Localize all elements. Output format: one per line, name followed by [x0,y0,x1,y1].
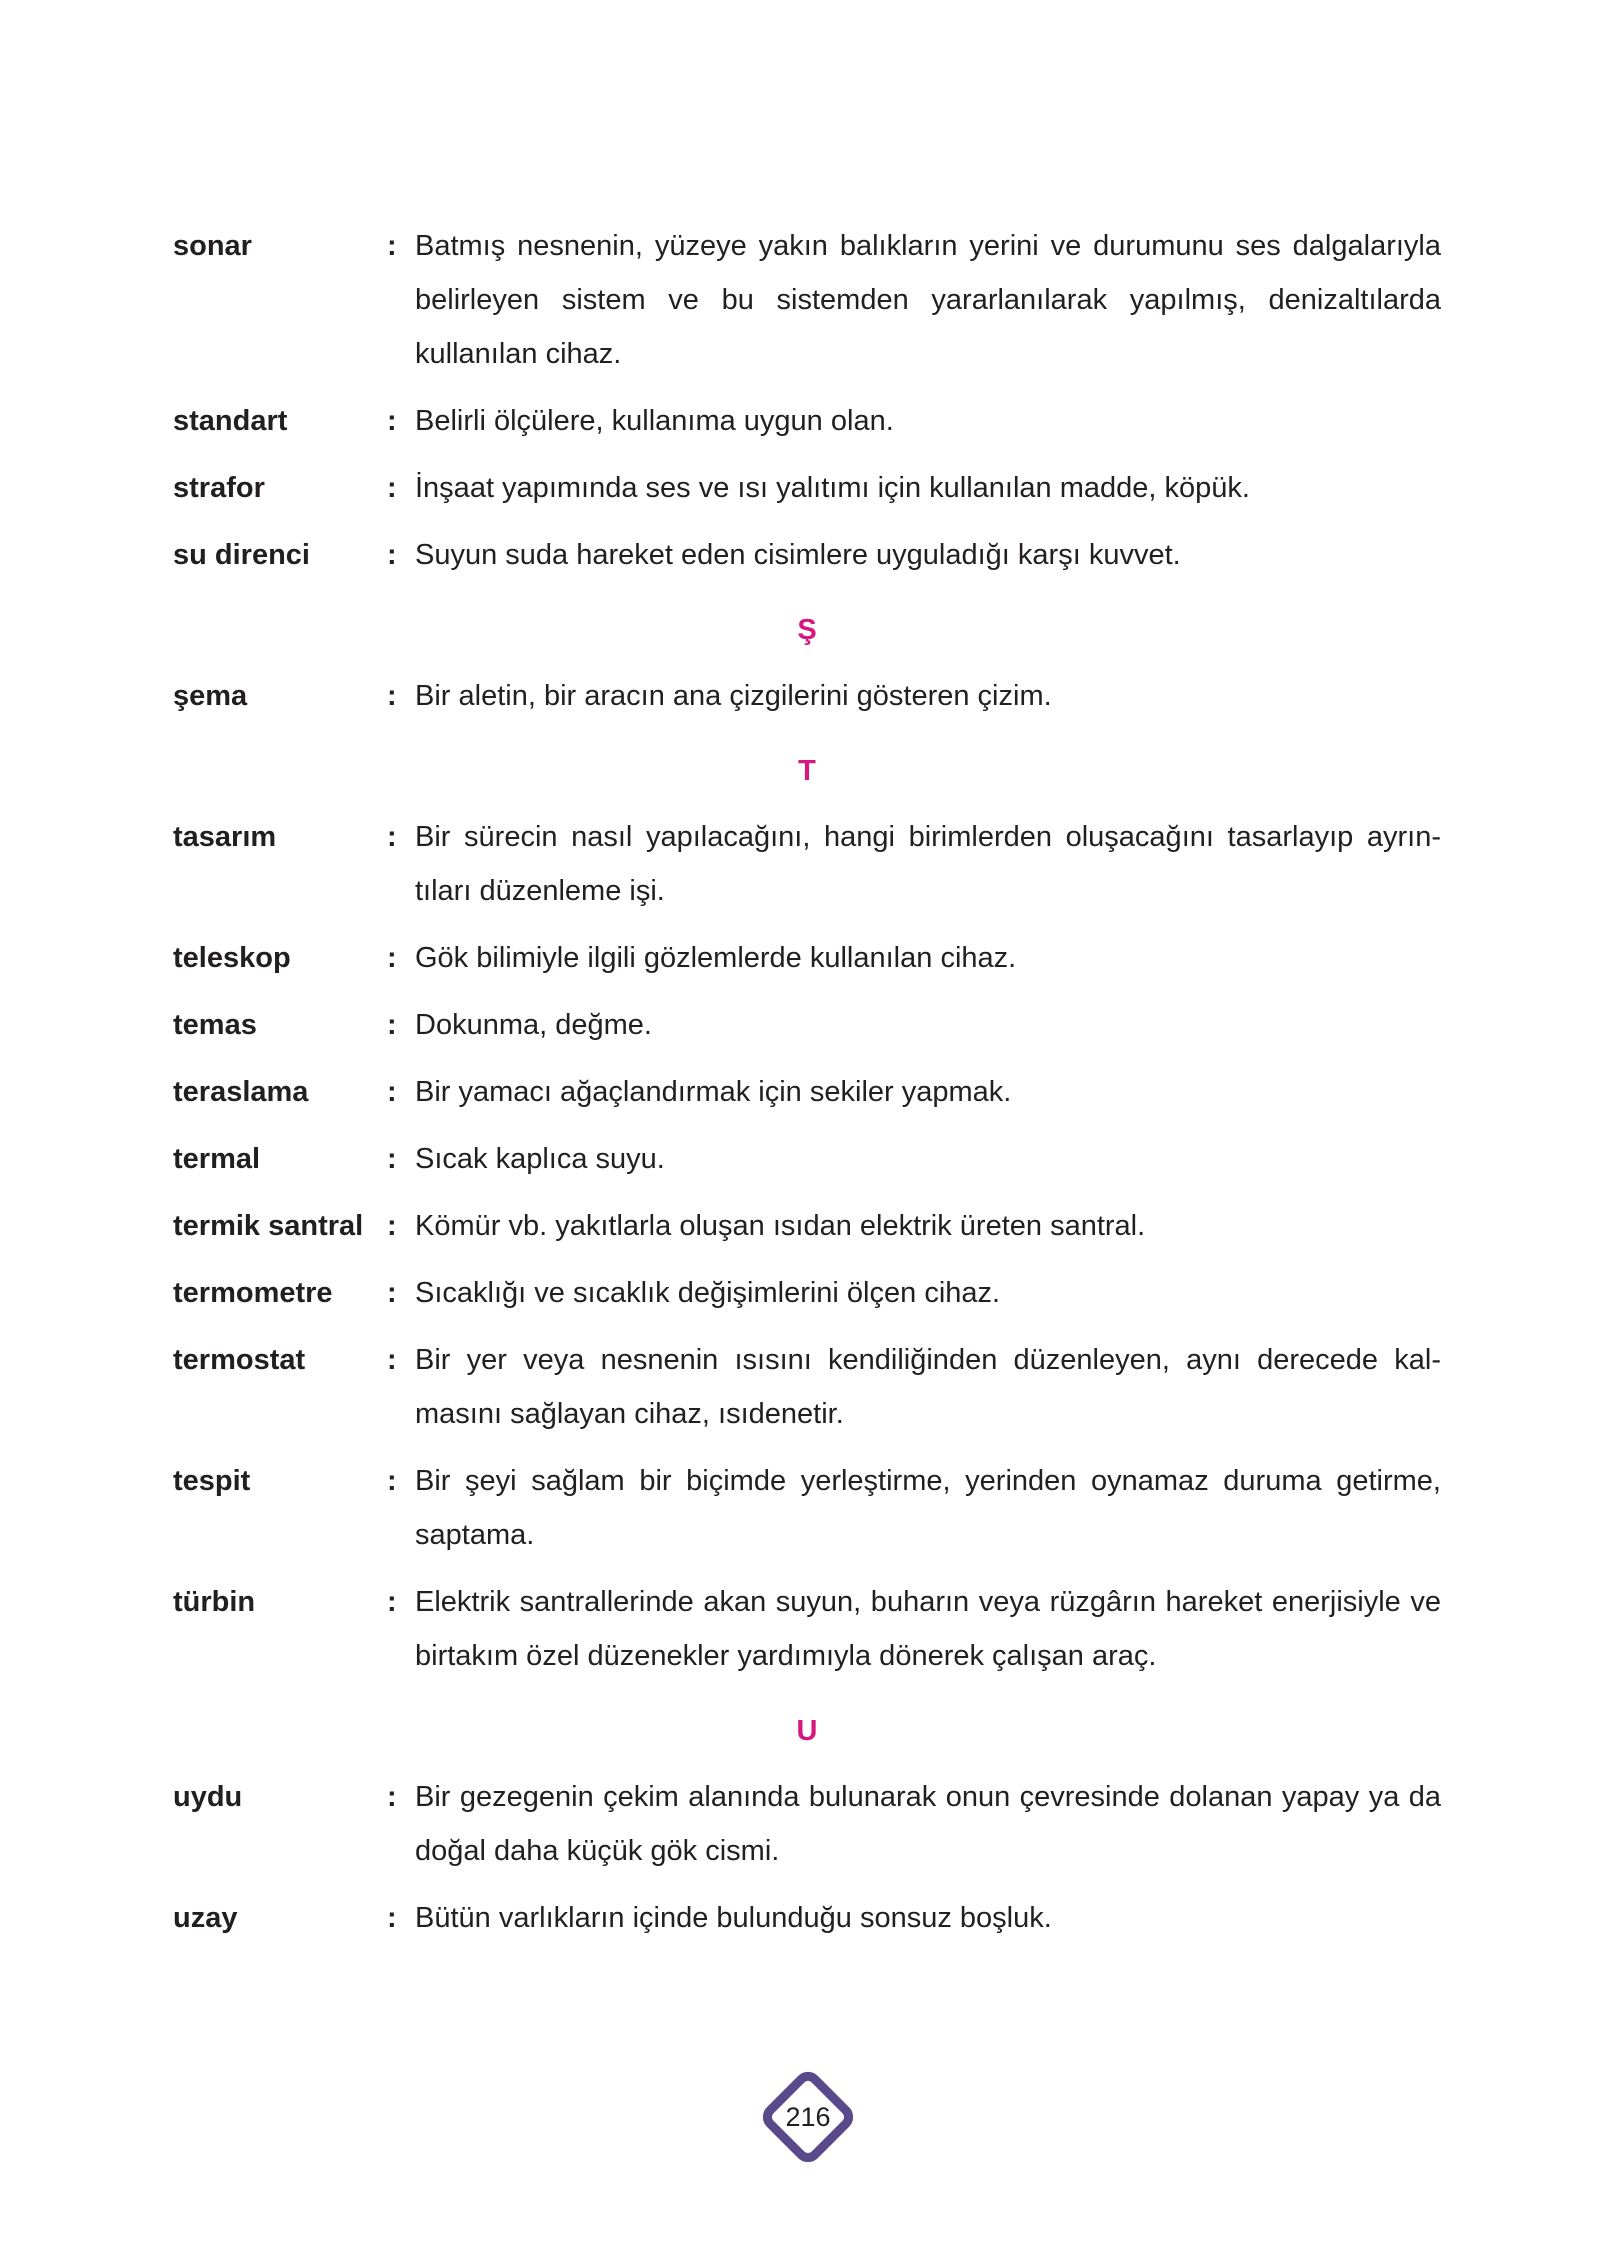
entry-separator: : [387,821,397,853]
glossary-entry [173,528,1441,582]
entry-term: standart [173,405,288,437]
glossary-entry [173,1065,1441,1119]
glossary-entry [173,1575,1441,1683]
entry-term: termometre [173,1277,333,1309]
section-letter: Ş [797,614,817,646]
entry-definition: Batmış nesnenin, yüzeye yakın balıkların yerini ve durumunu ses dalgalarıyla belirleyen sistem ve bu sistemden yararlanılarak yapılmış, denizaltılarda kullanılan cihaz. [415,230,1441,370]
entry-term: uydu [173,1781,243,1813]
entry-term: termostat [173,1344,306,1376]
section-letter: U [796,1715,818,1747]
entry-term: teraslama [173,1076,309,1108]
entry-separator: : [387,230,397,262]
entry-term: temas [173,1009,257,1041]
entry-definition: Dokunma, değme. [415,1009,652,1041]
glossary-entry [173,1770,1441,1878]
entry-separator: : [387,680,397,712]
entry-separator: : [387,1465,397,1497]
entry-definition: Belirli ölçülere, kullanıma uygun olan. [415,405,894,437]
glossary-entry [173,1266,1441,1320]
entry-term: şema [173,680,248,712]
entry-definition: Kömür vb. yakıtlarla oluşan ısıdan elektrik üreten santral. [415,1210,1146,1242]
glossary-entry [173,810,1441,918]
glossary [173,219,1441,1958]
entry-separator: : [387,1586,397,1618]
entry-separator: : [387,1210,397,1242]
glossary-entry [173,1132,1441,1186]
entry-definition: Bir aletin, bir aracın ana çizgilerini gösteren çizim. [415,680,1052,712]
glossary-entry [173,669,1441,723]
section-letter: T [798,755,816,787]
entry-separator: : [387,1902,397,1934]
entry-definition: Bütün varlıkların içinde bulunduğu sonsuz boşluk. [415,1902,1052,1934]
glossary-entry [173,1199,1441,1253]
entry-separator: : [387,942,397,974]
glossary-entry [173,461,1441,515]
entry-definition: Sıcak kaplıca suyu. [415,1143,665,1175]
page-number-badge [758,2067,858,2167]
entry-definition: Sıcaklığı ve sıcaklık değişimlerini ölçen cihaz. [415,1277,1001,1309]
glossary-entry [173,1891,1441,1945]
glossary-entry [173,394,1441,448]
entry-separator: : [387,1076,397,1108]
entry-term: su direnci [173,539,310,571]
entry-definition: Bir sürecin nasıl yapılacağını, hangi birimlerden oluşacağını tasarlayıp ayrıntıları düzenleme işi. [415,821,1441,907]
entry-separator: : [387,1143,397,1175]
entry-term: tespit [173,1465,251,1497]
entry-term: sonar [173,230,252,262]
entry-term: termal [173,1143,261,1175]
entry-definition: Bir yamacı ağaçlandırmak için sekiler yapmak. [415,1076,1012,1108]
glossary-entry [173,1454,1441,1562]
entry-definition: Bir yer veya nesnenin ısısını kendiliğinden düzenleyen, aynı derecede kalmasını sağlayan cihaz, ısıdenetir. [415,1344,1441,1430]
glossary-entry [173,1333,1441,1441]
glossary-entry [173,219,1441,381]
entry-separator: : [387,1277,397,1309]
entry-definition: Elektrik santrallerinde akan suyun, buharın veya rüzgârın hareket enerjisiyle ve birtakım özel düzenekler yardımıyla dönerek çalışan araç. [415,1586,1441,1672]
entry-definition: Bir gezegenin çekim alanında bulunarak onun çevresinde dolanan yapay ya da doğal daha küçük gök cismi. [415,1781,1441,1867]
entry-definition: İnşaat yapımında ses ve ısı yalıtımı için kullanılan madde, köpük. [415,472,1250,504]
entry-separator: : [387,472,397,504]
entry-separator: : [387,1781,397,1813]
entry-definition: Bir şeyi sağlam bir biçimde yerleştirme, yerinden oynamaz duruma getirme, saptama. [415,1465,1441,1551]
entry-term: teleskop [173,942,291,974]
entry-term: termik santral [173,1210,364,1242]
entry-separator: : [387,539,397,571]
page-number: 216 [785,2102,831,2132]
entry-separator: : [387,1009,397,1041]
glossary-entry [173,931,1441,985]
entry-definition: Suyun suda hareket eden cisimlere uyguladığı karşı kuvvet. [415,539,1181,571]
entry-term: türbin [173,1586,256,1618]
entry-separator: : [387,405,397,437]
glossary-entry [173,998,1441,1052]
entry-definition: Gök bilimiyle ilgili gözlemlerde kullanılan cihaz. [415,942,1017,974]
entry-separator: : [387,1344,397,1376]
entry-term: uzay [173,1902,238,1934]
entry-term: tasarım [173,821,277,853]
entry-term: strafor [173,472,265,504]
